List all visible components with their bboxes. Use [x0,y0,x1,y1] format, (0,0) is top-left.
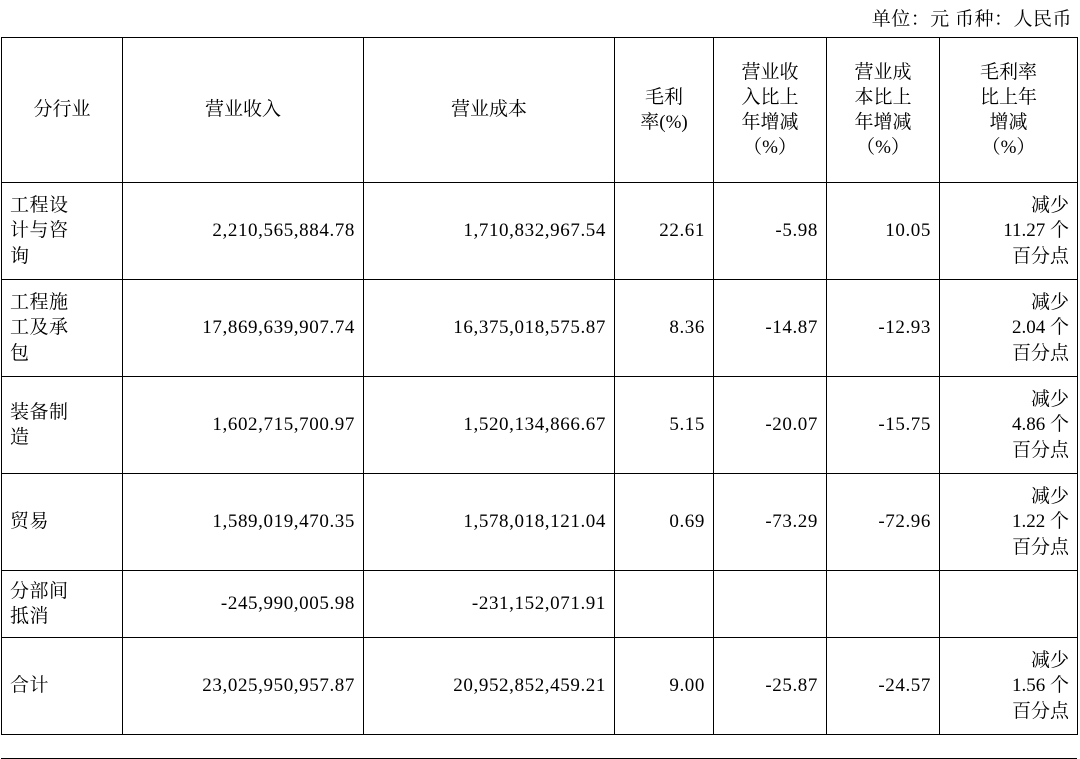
cell-gross-margin: 9.00 [615,638,714,735]
business-segment-table [1,37,1078,735]
margin-change-line: 4.86 个 [1011,414,1069,436]
category-line: 工程施 [10,292,69,314]
margin-change-line: 百分点 [1011,342,1069,364]
cell-cost: -231,152,071.91 [364,571,615,638]
cell-cost-change: 10.05 [827,183,940,280]
cell-revenue: 2,210,565,884.78 [123,183,364,280]
table-row [2,571,1078,638]
cell-revenue: 17,869,639,907.74 [123,280,364,377]
category-line: 询 [10,245,30,267]
cell-margin-change [940,638,1078,735]
margin-change-line: 11.27 个 [1003,220,1069,242]
cell-margin-change [940,280,1078,377]
table-row-total [2,638,1078,735]
table-row [2,280,1078,377]
margin-change-line: 百分点 [1011,439,1069,461]
cell-cost: 16,375,018,575.87 [364,280,615,377]
cell-revenue: 1,589,019,470.35 [123,474,364,571]
cell-category [2,571,123,638]
header-line: 比上年 [979,86,1037,108]
margin-change-line: 减少 [1030,650,1069,672]
table-row [2,377,1078,474]
cell-cost: 1,578,018,121.04 [364,474,615,571]
cell-category [2,280,123,377]
category-line: 贸易 [10,511,50,533]
cell-revenue-change: -20.07 [714,377,827,474]
cell-gross-margin: 22.61 [615,183,714,280]
margin-change-line: 百分点 [1011,245,1069,267]
cell-margin-change [940,377,1078,474]
cell-category [2,377,123,474]
header-line: （%） [743,137,797,159]
header-cell-revenue-change [714,38,827,183]
cell-margin-change [940,474,1078,571]
category-line: 合计 [10,675,50,697]
header-line: 年增减 [741,112,799,133]
cell-cost: 1,520,134,866.67 [364,377,615,474]
cell-revenue: 1,602,715,700.97 [123,377,364,474]
category-line: 抵消 [10,606,50,627]
cell-gross-margin: 5.15 [615,377,714,474]
header-line: （%） [981,137,1036,159]
margin-change-line: 减少 [1030,292,1069,314]
cell-category [2,638,123,735]
header-cell-gross-margin [615,38,714,183]
category-line: 工程设 [10,195,69,217]
margin-change-line: 百分点 [1011,700,1069,722]
category-line: 工及承 [10,317,69,339]
header-line: 入比上 [741,86,799,108]
header-line: 分行业 [33,99,91,121]
header-line: 营业成 [854,61,912,83]
cell-revenue: -245,990,005.98 [123,571,364,638]
table-row [2,183,1078,280]
header-line: 增减 [989,112,1028,133]
cell-cost-change: -72.96 [827,474,940,571]
category-line: 分部间 [10,580,69,602]
table-header [2,38,1078,183]
header-cell-revenue [123,38,364,183]
header-cell-category [2,38,123,183]
cell-revenue: 23,025,950,957.87 [123,638,364,735]
header-line: 年增减 [854,112,912,133]
table-row [2,474,1078,571]
header-line: 营业收 [741,61,799,83]
margin-change-line: 减少 [1030,486,1069,508]
cell-cost-change: -15.75 [827,377,940,474]
cell-category [2,183,123,280]
header-line: 率(%) [640,112,688,133]
cell-cost-change [827,571,940,638]
cell-gross-margin: 0.69 [615,474,714,571]
header-cell-cost [364,38,615,183]
cell-revenue-change: -5.98 [714,183,827,280]
header-line: 本比上 [854,86,912,108]
header-line: 营业成本 [450,99,527,121]
margin-change-line: 减少 [1030,389,1069,411]
cell-revenue-change: -73.29 [714,474,827,571]
cell-gross-margin: 8.36 [615,280,714,377]
cell-cost: 1,710,832,967.54 [364,183,615,280]
margin-change-line: 百分点 [1011,536,1069,558]
margin-change-line: 2.04 个 [1011,317,1069,339]
cell-margin-change [940,571,1078,638]
header-row [2,38,1078,183]
header-cell-cost-change [827,38,940,183]
cell-margin-change [940,183,1078,280]
cell-category [2,474,123,571]
header-line: 毛利 [644,86,683,108]
category-line: 计与咨 [10,220,69,242]
cell-cost: 20,952,852,459.21 [364,638,615,735]
margin-change-line: 1.56 个 [1011,675,1069,697]
header-cell-margin-change [940,38,1078,183]
margin-change-line: 减少 [1030,195,1069,217]
cell-gross-margin [615,571,714,638]
margin-change-line: 1.22 个 [1011,511,1069,533]
unit-note: 单位：元 币种：人民币 [871,9,1072,30]
cell-cost-change: -12.93 [827,280,940,377]
header-line: 营业收入 [204,99,281,121]
header-line: （%） [856,137,910,159]
cell-revenue-change: -14.87 [714,280,827,377]
category-line: 包 [10,342,30,364]
cell-revenue-change: -25.87 [714,638,827,735]
cell-revenue-change [714,571,827,638]
header-line: 毛利率 [979,61,1037,83]
category-line: 造 [10,427,30,448]
table-body [2,183,1078,735]
cell-cost-change: -24.57 [827,638,940,735]
category-line: 装备制 [10,401,69,423]
